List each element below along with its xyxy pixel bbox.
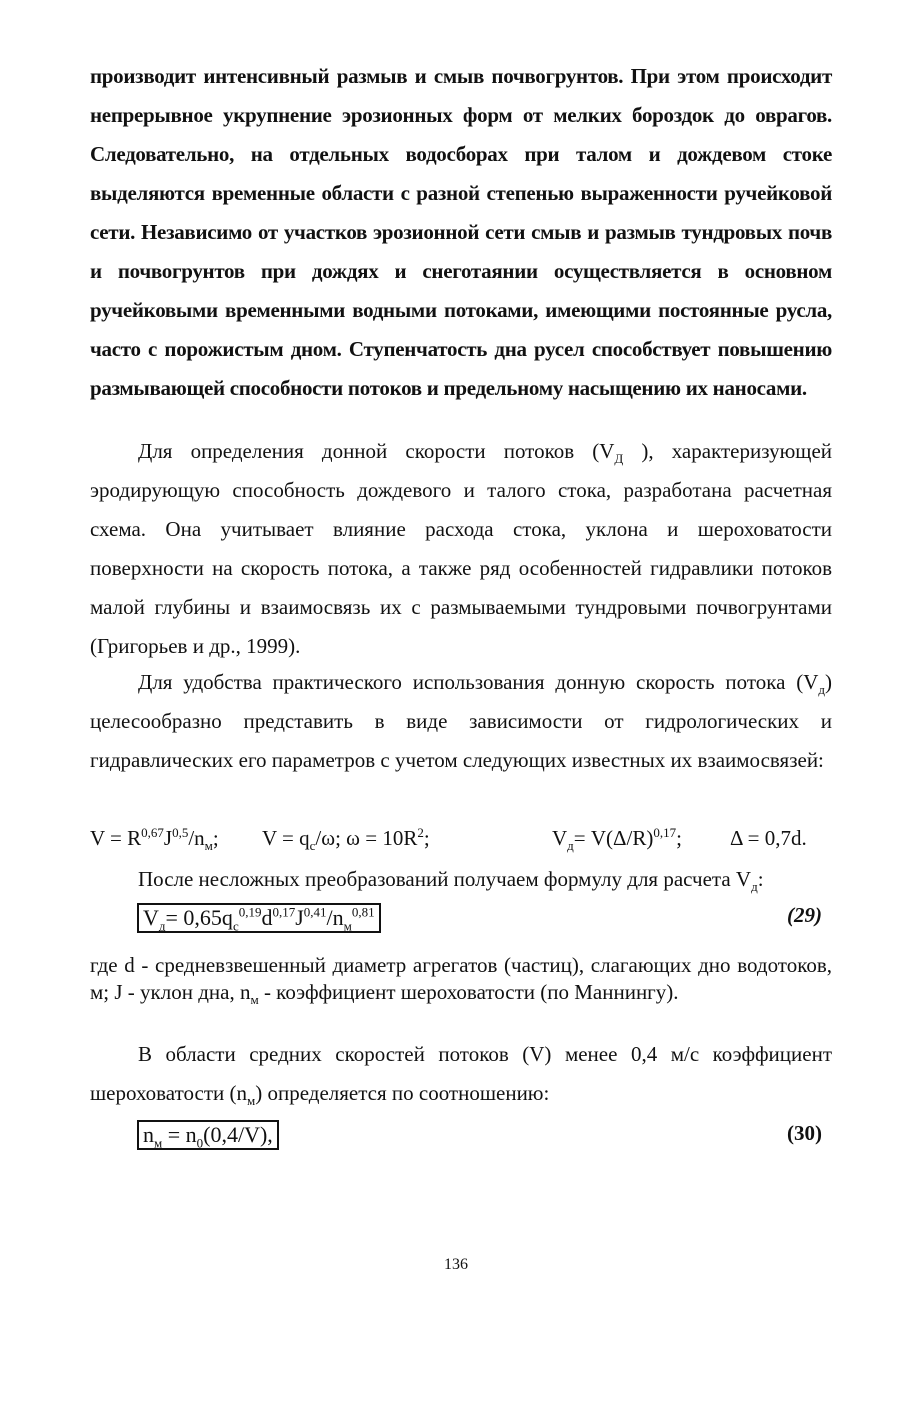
equation-3: [552, 823, 682, 853]
para2-subscript: Д: [614, 451, 624, 467]
equation-1: [90, 823, 219, 853]
f29-sup4: 0,81: [351, 904, 375, 920]
f29-d: d: [261, 905, 273, 930]
para4-text-b: - коэффициент шероховатости (по Маннингу).: [258, 980, 679, 1004]
para4-text-a: где d - средневзвешенный диаметр агрегатов (частиц), слагающих дно водотоков, м; J - уклон дна, n: [90, 953, 832, 1004]
after-end: :: [757, 867, 764, 891]
eq3-sub: д: [567, 838, 574, 854]
f29-coef: = 0,65q: [165, 905, 233, 930]
paragraph-erosion: производит интенсивный размыв и смыв почвогрунтов. При этом происходит непрерывное укрупнение эрозионных форм от мелких бороздок до оврагов. Следовательно, на отдельных водосборах при талом и дождевом стоке выделяются временные области с разной степенью выраженности ручейковой сети. Независимо от участков эрозионной сети смыв и размыв тундровых почв и почвогрунтов при дождях и снеготаянии осуществляется в основном ручейковыми временными водными потоками, имеющими постоянные русла, часто с порожистым дном. Ступенчатость дна русел способствует повышению размывающей способности потоков и предельному насыщению их наносами.: [90, 64, 832, 400]
para5-text-a: В области средних скоростей потоков (V) менее 0,4 м/с коэффициент шероховатости (n: [90, 1042, 832, 1105]
eq1-j: J: [163, 826, 173, 850]
para5-subscript: м: [247, 1093, 256, 1109]
formula-29-number: (29): [787, 903, 822, 927]
after-transform-line: [138, 864, 832, 894]
f29-sub2: c: [232, 918, 239, 934]
formula-30-box: [137, 1120, 279, 1150]
eq2-a: V = q: [262, 826, 310, 850]
f30-rest: (0,4/V),: [203, 1122, 273, 1147]
eq1-end: ;: [212, 826, 219, 850]
para4-subscript: м: [250, 992, 259, 1008]
eq2-sub: c: [309, 838, 316, 854]
eq3-a: V: [552, 826, 568, 850]
f29-v: V: [143, 905, 159, 930]
eq2-end: ;: [423, 826, 430, 850]
equation-2: [262, 823, 430, 853]
eq1-n: /n: [188, 826, 205, 850]
eq3-b: = V(Δ/R): [573, 826, 654, 850]
eq2-sup: 2: [417, 825, 424, 840]
para3-subscript: д: [818, 682, 825, 698]
f29-n: /n: [326, 905, 344, 930]
f29-j: J: [295, 905, 304, 930]
f30-sub2: 0: [196, 1135, 204, 1151]
eq1-sub: м: [204, 838, 213, 854]
formula-29-box: [137, 903, 381, 933]
f30-n: n: [143, 1122, 154, 1147]
paragraph-relations: [90, 663, 832, 780]
eq3-end: ;: [676, 826, 682, 850]
eq1-sup2: 0,5: [172, 825, 189, 840]
eq1-base: V = R: [90, 826, 142, 850]
para2-text-b: ), характеризующей эродирующую способность дождевого и талого стока, разработана расчетная схема. Она учитывает влияние расхода стока, уклона и шероховатости поверхности на скорость потока, а также ряд особенностей гидравлики потоков малой глубины и взаимосвязь их с размываемыми тундровыми почвогрунтами (Григорьев и др., 1999).: [90, 439, 833, 658]
f29-sup1: 0,19: [238, 904, 262, 920]
para5-text-b: ) определяется по соотношению:: [255, 1081, 550, 1105]
f29-sup3: 0,41: [303, 904, 327, 920]
f29-sup2: 0,17: [272, 904, 296, 920]
f29-sub1: д: [158, 918, 166, 934]
para3-text-a: Для удобства практического использования донную скорость потока (V: [138, 670, 819, 694]
paragraph-bottom-velocity: [90, 432, 832, 666]
para2-text-a: Для определения донной скорости потоков (V: [138, 439, 615, 463]
after-subscript: д: [751, 879, 758, 895]
paragraph-roughness: [90, 1035, 832, 1113]
page-number: 136: [444, 1256, 468, 1273]
equation-4: Δ = 0,7d.: [730, 826, 807, 850]
eq3-sup: 0,17: [653, 825, 677, 840]
after-text: После несложных преобразований получаем формулу для расчета V: [138, 867, 752, 891]
eq2-b: /ω; ω = 10R: [315, 826, 418, 850]
f30-sub1: м: [154, 1135, 163, 1151]
f29-sub3: м: [343, 918, 352, 934]
formula-30-number: (30): [787, 1121, 822, 1145]
f30-eq: = n: [162, 1122, 197, 1147]
eq1-sup1: 0,67: [141, 825, 164, 840]
para3-text-b: ) целесообразно представить в виде зависимости от гидрологических и гидравлических его параметров с учетом следующих известных их взаимосвязей:: [90, 670, 832, 772]
paragraph-definitions: [90, 952, 832, 1006]
